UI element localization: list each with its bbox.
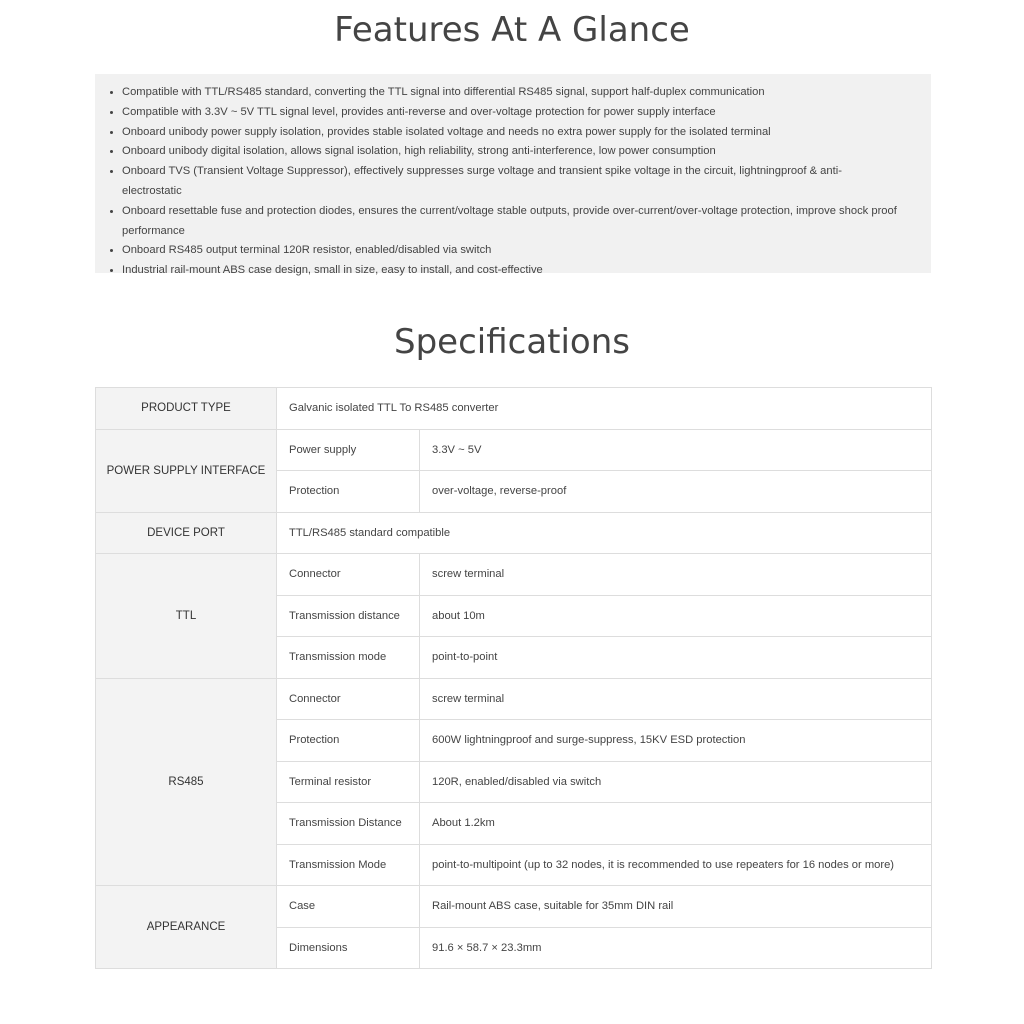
features-list	[95, 74, 931, 281]
feature-item: • Compatible with TTL/RS485 standard, converting the TTL signal into differential RS485 signal, support half-duplex communication	[122, 83, 931, 103]
feature-item: • Industrial rail-mount ABS case design, small in size, easy to install, and cost-effective	[122, 261, 931, 281]
spec-param: Dimensions	[277, 927, 420, 969]
spec-param: Transmission Distance	[277, 803, 420, 845]
table-row	[96, 554, 932, 596]
spec-param: Case	[277, 886, 420, 928]
spec-param: Transmission Mode	[277, 844, 420, 886]
spec-value: Rail-mount ABS case, suitable for 35mm DIN rail	[420, 886, 932, 928]
feature-item: • Onboard RS485 output terminal 120R resistor, enabled/disabled via switch	[122, 241, 931, 261]
spec-param: Protection	[277, 720, 420, 762]
spec-value: About 1.2km	[420, 803, 932, 845]
features-title: Features At A Glance	[334, 10, 690, 50]
category-power-supply-interface: POWER SUPPLY INTERFACE	[96, 429, 277, 512]
spec-param: Transmission distance	[277, 595, 420, 637]
spec-param: Connector	[277, 554, 420, 596]
category-appearance: APPEARANCE	[96, 886, 277, 969]
table-row	[96, 388, 932, 430]
spec-value: Galvanic isolated TTL To RS485 converter	[277, 388, 932, 430]
spec-value: point-to-multipoint (up to 32 nodes, it is recommended to use repeaters for 16 nodes or more)	[420, 844, 932, 886]
table-row	[96, 512, 932, 554]
spec-param: Power supply	[277, 429, 420, 471]
category-product-type: PRODUCT TYPE	[96, 388, 277, 430]
spec-param: Connector	[277, 678, 420, 720]
feature-item: • Compatible with 3.3V ~ 5V TTL signal level, provides anti-reverse and over-voltage protection for power supply interface	[122, 103, 931, 123]
spec-value: 120R, enabled/disabled via switch	[420, 761, 932, 803]
feature-item: • Onboard unibody power supply isolation, provides stable isolated voltage and needs no extra power supply for the isolated terminal	[122, 123, 931, 143]
specifications-table	[95, 387, 932, 969]
spec-param: Protection	[277, 471, 420, 513]
spec-value: TTL/RS485 standard compatible	[277, 512, 932, 554]
feature-item: • Onboard unibody digital isolation, allows signal isolation, high reliability, strong anti-interference, low power consumption	[122, 142, 931, 162]
feature-item: • Onboard resettable fuse and protection diodes, ensures the current/voltage stable outputs, provide over-current/over-voltage protection, improve shock proof performance	[122, 202, 931, 242]
spec-value: over-voltage, reverse-proof	[420, 471, 932, 513]
spec-value: 600W lightningproof and surge-suppress, 15KV ESD protection	[420, 720, 932, 762]
spec-value: 91.6 × 58.7 × 23.3mm	[420, 927, 932, 969]
spec-value: screw terminal	[420, 678, 932, 720]
spec-value: point-to-point	[420, 637, 932, 679]
category-ttl: TTL	[96, 554, 277, 679]
table-row	[96, 429, 932, 471]
table-row	[96, 678, 932, 720]
spec-value: about 10m	[420, 595, 932, 637]
specifications-title: Specifications	[393, 322, 630, 362]
spec-value: 3.3V ~ 5V	[420, 429, 932, 471]
table-row	[96, 886, 932, 928]
spec-param: Terminal resistor	[277, 761, 420, 803]
category-rs485: RS485	[96, 678, 277, 886]
category-device-port: DEVICE PORT	[96, 512, 277, 554]
features-box	[95, 74, 931, 277]
spec-value: screw terminal	[420, 554, 932, 596]
spec-param: Transmission mode	[277, 637, 420, 679]
feature-item: • Onboard TVS (Transient Voltage Suppressor), effectively suppresses surge voltage and transient spike voltage in the circuit, lightningproof & anti-electrostatic	[122, 162, 931, 202]
